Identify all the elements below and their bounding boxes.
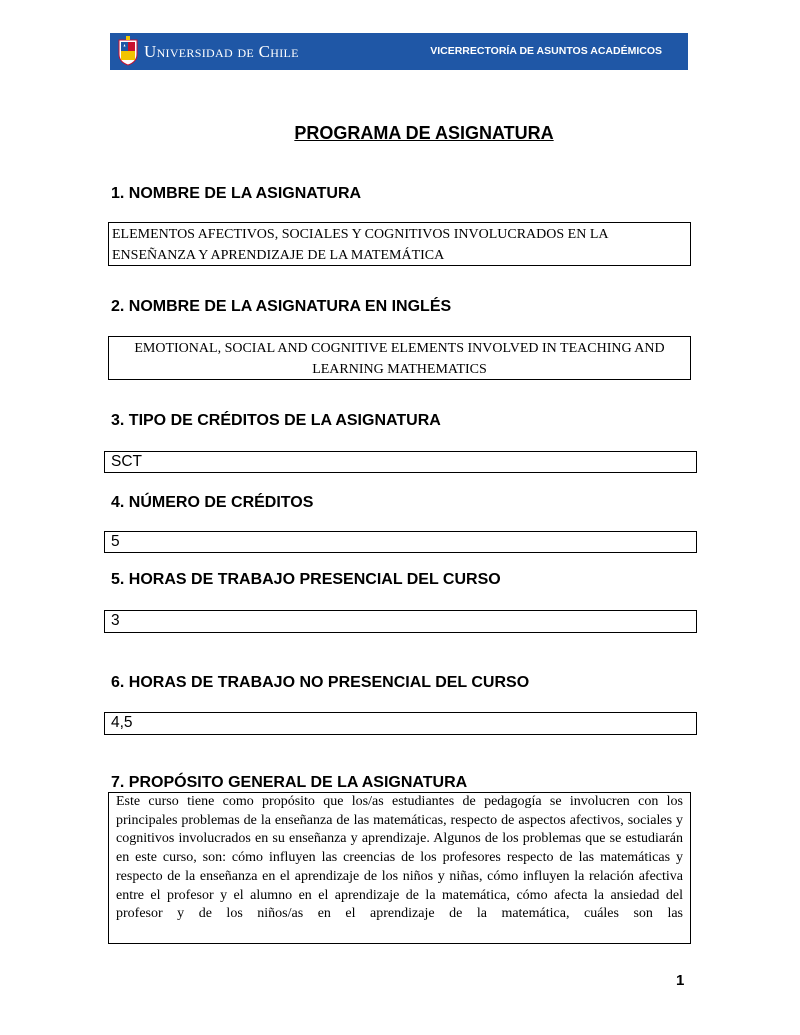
section-heading-4: 4. NÚMERO DE CRÉDITOS	[111, 494, 314, 511]
remote-hours-box	[104, 712, 697, 735]
shield-crest-icon	[117, 36, 139, 66]
credit-type-value: SCT	[111, 453, 142, 470]
section-heading-7: 7. PROPÓSITO GENERAL DE LA ASIGNATURA	[111, 774, 468, 791]
credit-type-box	[104, 451, 697, 473]
credits-number-box	[104, 531, 697, 553]
in-person-hours-value: 3	[111, 612, 120, 629]
university-name: Universidad de Chile	[144, 42, 299, 61]
course-name-box	[108, 222, 691, 266]
in-person-hours-box	[104, 610, 697, 633]
section-heading-2: 2. NOMBRE DE LA ASIGNATURA EN INGLÉS	[111, 298, 452, 315]
purpose-text: Este curso tiene como propósito que los/as estudiantes de pedagogía se involucren con los principales problemas de la enseñanza de las matemáticas, respecto de aspectos afectivos, sociales y cognitivos involucrados en su enseñanza y aprendizaje. Algunos de los problemas que se estudiarán en este curso, son: cómo influyen las creencias de los profesores respecto de las matemáticas y respecto de la enseñanza en el aprendizaje de los niños y niñas, cómo influyen la relación afectiva entre el profesor y el alumno en el aprendizaje de la matemática, cómo afecta la ansiedad del profesor y de los niños/as en el aprendizaje de la matemática, cuáles son las	[116, 794, 683, 922]
page-number: 1	[676, 972, 685, 989]
office-name: VICERRECTORÍA DE ASUNTOS ACADÉMICOS	[430, 45, 662, 57]
section-heading-1: 1. NOMBRE DE LA ASIGNATURA	[111, 185, 362, 202]
document-title: PROGRAMA DE ASIGNATURA	[294, 123, 554, 143]
course-name-value: ELEMENTOS AFECTIVOS, SOCIALES Y COGNITIVOS INVOLUCRADOS EN LA ENSEÑANZA Y APRENDIZAJE DE LA MATEMÁTICA	[112, 227, 608, 263]
section-heading-5: 5. HORAS DE TRABAJO PRESENCIAL DEL CURSO	[111, 571, 501, 588]
credits-number-value: 5	[111, 533, 120, 550]
course-name-english-box	[108, 336, 691, 380]
remote-hours-value: 4,5	[111, 714, 133, 731]
section-heading-3: 3. TIPO DE CRÉDITOS DE LA ASIGNATURA	[111, 412, 441, 429]
purpose-box	[108, 792, 691, 944]
section-heading-6: 6. HORAS DE TRABAJO NO PRESENCIAL DEL CURSO	[111, 674, 530, 691]
header-banner	[110, 33, 688, 70]
course-name-english-value: EMOTIONAL, SOCIAL AND COGNITIVE ELEMENTS INVOLVED IN TEACHING AND LEARNING MATHEMATICS	[134, 341, 665, 377]
